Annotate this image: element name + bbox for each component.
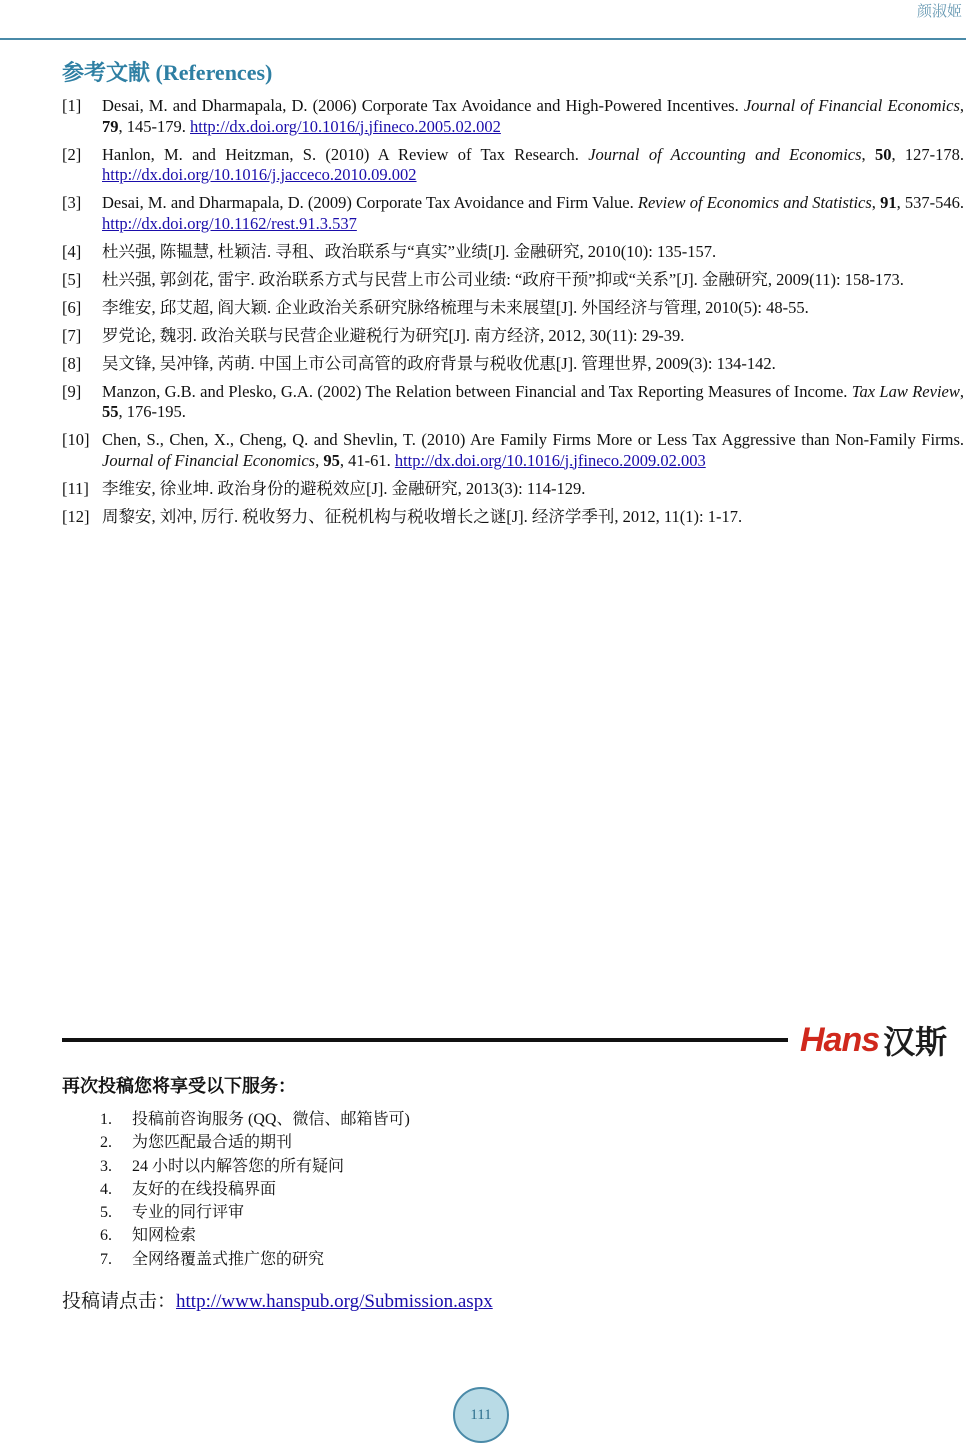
reference-item [62,326,964,347]
reference-number: [1] [62,96,82,115]
reference-item [62,270,964,291]
reference-item [62,298,964,319]
reference-journal: Journal of Financial Economics [743,96,960,115]
reference-volume: 55 [102,402,119,421]
reference-pages: , 127-178. [891,144,964,164]
reference-citation: 罗党论, 魏羽. 政治关联与民营企业避税行为研究[J]. 南方经济, 2012, 30(11): 29-39. [102,325,685,345]
service-item [100,1224,410,1247]
reference-text [102,298,964,319]
reference-item [62,430,964,471]
reference-number: [11] [62,478,89,498]
service-text: 24 小时以内解答您的所有疑问 [132,1157,345,1175]
reference-doi-link[interactable]: http://dx.doi.org/10.1162/rest.91.3.537 [102,213,357,233]
reference-volume: 50 [874,144,892,164]
reference-number: [4] [62,241,82,261]
submit-line [62,1286,493,1313]
reference-text [102,326,964,347]
reference-citation: 杜兴强, 陈韫慧, 杜颖洁. 寻租、政治联系与“真实”业绩[J]. 金融研究, 2010(10): 135-157. [102,241,717,261]
reference-doi-link[interactable]: http://dx.doi.org/10.1016/j.jacceco.2010.09.002 [102,165,417,184]
reference-item [62,96,964,137]
reference-volume: 79 [102,116,119,136]
reference-citation: 李维安, 邱艾超, 阎大颖. 企业政治关系研究脉络梳理与未来展望[J]. 外国经济与管理, 2010(5): 48-55. [102,297,809,317]
reference-volume: 95 [323,450,340,470]
service-text: 全网络覆盖式推广您的研究 [132,1250,325,1268]
reference-citation: Chen, S., Chen, X., Cheng, Q. and Shevlin, T. (2010) Are Family Firms More or Less Tax Aggressive than Non-Family Firms. [102,430,964,449]
reference-number: [12] [62,506,90,526]
reference-citation: 杜兴强, 郭剑花, 雷宇. 政治联系方式与民营上市公司业绩: “政府干预”抑或“关系”[J]. 金融研究, 2009(11): 158-173. [102,269,904,289]
reference-citation: 吴文锋, 吴冲锋, 芮萌. 中国上市公司高管的政府背景与税收优惠[J]. 管理世界, 2009(3): 134-142. [102,353,776,373]
reference-citation: Desai, M. and Dharmapala, D. (2006) Corporate Tax Avoidance and High-Powered Incentives. [102,96,744,115]
reference-number: [8] [62,353,82,373]
service-text: 为您匹配最合适的期刊 [132,1134,293,1152]
reference-text [102,507,964,528]
service-item [100,1248,410,1271]
reference-pages: , 41-61. [339,450,395,470]
service-text: 友好的在线投稿界面 [132,1180,277,1198]
service-number: 1. [100,1111,112,1128]
service-text: 知网检索 [132,1227,197,1245]
references-heading: 参考文献 (References) [62,60,273,85]
header-divider [0,38,966,40]
reference-citation: 周黎安, 刘冲, 厉行. 税收努力、征税机构与税收增长之谜[J]. 经济学季刊, 2012, 11(1): 1-17. [102,506,743,526]
reference-item [62,479,964,500]
reference-separator: , [871,193,881,212]
running-header-author: 颜淑姬 [916,4,962,20]
reference-pages: , 176-195. [118,402,186,421]
service-number: 3. [100,1157,112,1175]
reference-number: [9] [62,381,82,401]
reference-text [102,145,964,186]
reference-doi-link[interactable]: http://dx.doi.org/10.1016/j.jfineco.2009.02.003 [394,450,706,470]
reference-item [62,382,964,423]
reference-citation: Desai, M. and Dharmapala, D. (2009) Corporate Tax Avoidance and Firm Value. [102,193,638,212]
reference-text [102,242,964,263]
reference-text [102,479,964,500]
reference-text [102,354,964,375]
promo-title: 再次投稿您将享受以下服务： [62,1076,296,1097]
reference-list [62,96,964,535]
reference-number: [2] [62,144,82,164]
service-text: 专业的同行评审 [132,1204,245,1222]
service-number: 7. [100,1250,112,1268]
service-number: 6. [100,1227,112,1245]
reference-item [62,145,964,186]
reference-number: [7] [62,325,82,345]
service-number: 5. [100,1204,112,1222]
submit-link[interactable]: http://www.hanspub.org/Submission.aspx [176,1291,493,1312]
reference-text [102,193,964,234]
reference-number: [10] [62,430,90,449]
service-number: 2. [100,1134,112,1152]
reference-number: [5] [62,269,82,289]
service-item [100,1155,410,1178]
reference-item [62,507,964,528]
reference-separator: , [315,450,324,470]
reference-pages: , 145-179. [118,116,190,136]
service-number: 4. [100,1180,112,1198]
reference-pages: , 537-546. [896,193,964,212]
reference-text [102,430,964,471]
reference-separator: , [959,381,964,401]
reference-citation: 李维安, 徐业坤. 政治身份的避税效应[J]. 金融研究, 2013(3): 114-129. [102,478,586,498]
reference-journal: Journal of Accounting and Economics [588,144,862,164]
service-item [100,1108,410,1131]
reference-number: [3] [62,193,82,212]
reference-text [102,96,964,137]
service-item [100,1131,410,1154]
reference-journal: Review of Economics and Statistics [637,193,872,212]
footer-divider [62,1038,788,1042]
submit-label: 投稿请点击： [62,1291,177,1312]
reference-text [102,382,964,423]
service-item [100,1201,410,1224]
reference-number: [6] [62,297,82,317]
hans-logo-latin: Hans [800,1020,880,1059]
reference-separator: , [861,144,875,164]
reference-citation: Hanlon, M. and Heitzman, S. (2010) A Review of Tax Research. [102,144,589,164]
service-list [100,1108,410,1271]
reference-doi-link[interactable]: http://dx.doi.org/10.1016/j.jfineco.2005.02.002 [190,116,501,136]
hans-logo-chinese: 汉斯 [883,1023,948,1061]
service-text: 投稿前咨询服务 (QQ、微信、邮箱皆可) [132,1111,410,1128]
reference-item [62,354,964,375]
reference-journal: Tax Law Review [851,381,960,401]
reference-text [102,270,964,291]
reference-journal: Journal of Financial Economics [102,450,316,470]
reference-item [62,193,964,234]
page-number-badge: 111 [453,1387,509,1443]
hans-logo [800,1020,964,1060]
reference-item [62,242,964,263]
service-item [100,1178,410,1201]
reference-volume: 91 [880,193,897,212]
reference-separator: , [959,96,964,115]
reference-citation: Manzon, G.B. and Plesko, G.A. (2002) The Relation between Financial and Tax Reporting Measures of Income. [102,381,852,401]
